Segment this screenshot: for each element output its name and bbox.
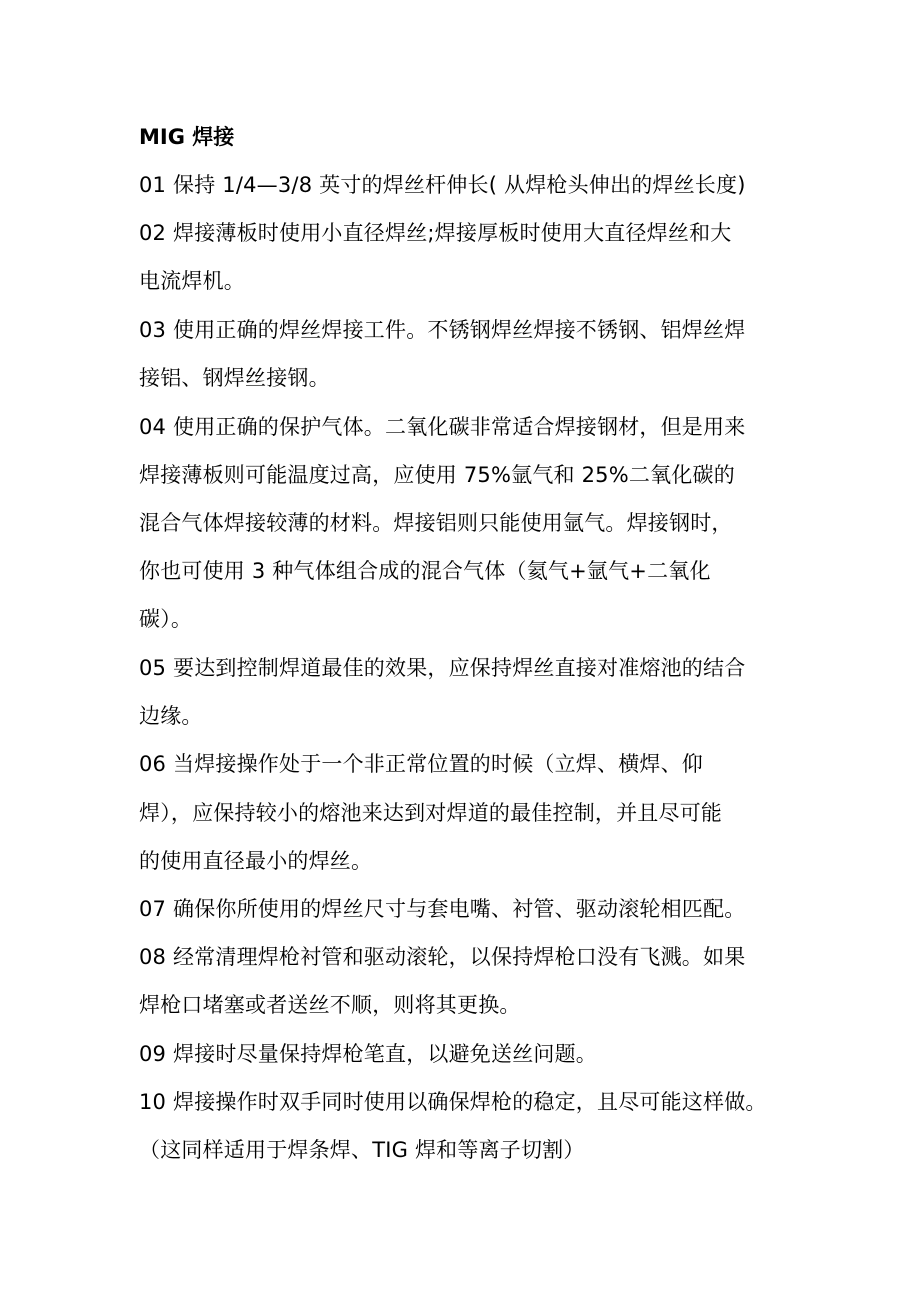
text-line: （这同样适用于焊条焊、TIG 焊和等离子切割） (139, 1138, 585, 1162)
text-line: 的使用直径最小的焊丝。 (139, 849, 373, 873)
text-line: 10 焊接操作时双手同时使用以确保焊枪的稳定，且尽可能这样做。 (139, 1090, 767, 1114)
text-line: 焊），应保持较小的熔池来达到对焊道的最佳控制，并且尽可能 (139, 801, 723, 825)
document-title: MIG 焊接 (139, 125, 235, 149)
text-line: 碳）。 (139, 607, 193, 631)
text-line: 08 经常清理焊枪衬管和驱动滚轮，以保持焊枪口没有飞溅。如果 (139, 945, 746, 969)
text-line: 你也可使用 3 种气体组合成的混合气体（氦气+氩气+二氧化 (139, 559, 711, 583)
text-line: 03 使用正确的焊丝焊接工件。不锈钢焊丝焊接不锈钢、铝焊丝焊 (139, 318, 746, 342)
text-line: 焊枪口堵塞或者送丝不顺，则将其更换。 (139, 993, 521, 1017)
text-line: 02 焊接薄板时使用小直径焊丝;焊接厚板时使用大直径焊丝和大 (139, 221, 732, 245)
text-line: 边缘。 (139, 704, 203, 728)
text-line: 焊接薄板则可能温度过高，应使用 75%氩气和 25%二氧化碳的 (139, 463, 735, 487)
text-line: 05 要达到控制焊道最佳的效果，应保持焊丝直接对准熔池的结合 (139, 656, 746, 680)
text-line: 07 确保你所使用的焊丝尺寸与套电嘴、衬管、驱动滚轮相匹配。 (139, 897, 746, 921)
text-line: 01 保持 1/4—3/8 英寸的焊丝杆伸长( 从焊枪头伸出的焊丝长度) (139, 173, 746, 197)
text-line: 09 焊接时尽量保持焊枪笔直，以避免送丝问题。 (139, 1042, 597, 1066)
text-line: 04 使用正确的保护气体。二氧化碳非常适合焊接钢材，但是用来 (139, 415, 746, 439)
text-line: 混合气体焊接较薄的材料。焊接铝则只能使用氩气。焊接钢时， (139, 511, 733, 535)
text-line: 接铝、钢焊丝接钢。 (139, 366, 330, 390)
text-line: 06 当焊接操作处于一个非正常位置的时候（立焊、横焊、仰 (139, 752, 703, 776)
text-line: 电流焊机。 (139, 269, 245, 293)
